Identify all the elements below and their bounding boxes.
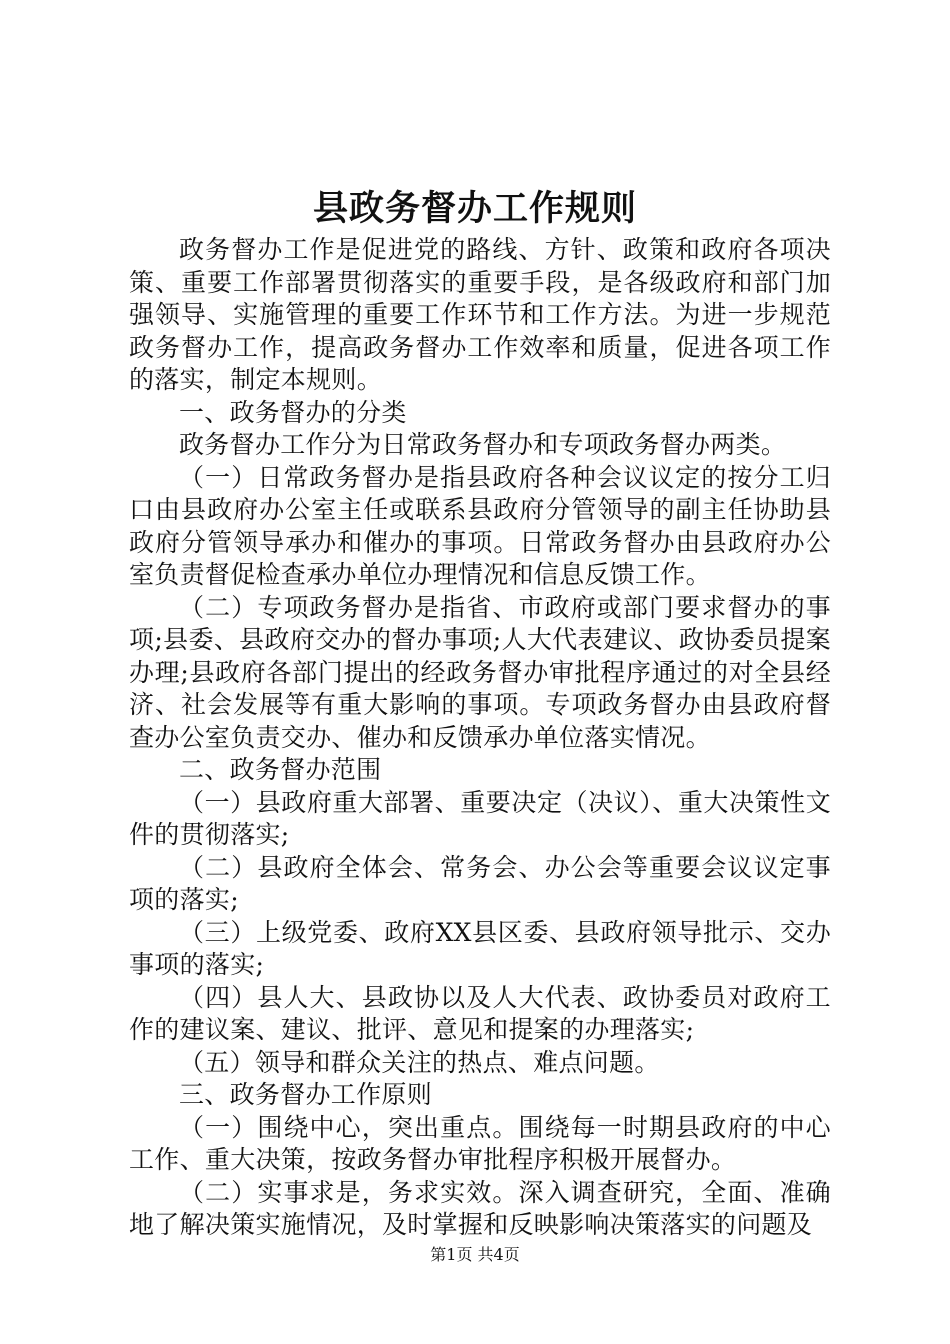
paragraph: （二）专项政务督办是指省、市政府或部门要求督办的事项;县委、县政府交办的督办事项;人大代表建议、政协委员提案办理;县政府各部门提出的经政务督办审批程序通过的对全县经济、社会发展等有重大影响的事项。专项政务督办由县政府督查办公室负责交办、催办和反馈承办单位落实情况。 [129,592,831,752]
paragraph: （五）领导和群众关注的热点、难点问题。 [179,1047,660,1077]
paragraph: （一）县政府重大部署、重要决定（决议）、重大决策性文件的贯彻落实; [129,787,831,849]
paragraph: （三）上级党委、政府XX县区委、县政府领导批示、交办事项的落实; [129,917,831,979]
page-footer: 第1页 共4页 [430,1245,520,1264]
paragraph: （一）围绕中心，突出重点。围绕每一时期县政府的中心工作、重大决策，按政务督办审批程序积极开展督办。 [129,1112,831,1174]
section-heading-3: 三、政务督办工作原则 [179,1080,433,1109]
paragraph: （一）日常政务督办是指县政府各种会议议定的按分工归口由县政府办公室主任或联系县政府分管领导的副主任协助县政府分管领导承办和催办的事项。日常政务督办由县政府办公室负责督促检查承办单位办理情况和信息反馈工作。 [129,462,831,589]
document-title: 县政务督办工作规则 [312,188,637,229]
paragraph: （二）实事求是，务求实效。深入调查研究，全面、准确地了解决策实施情况，及时掌握和反映影响决策落实的问题及 [129,1177,831,1239]
paragraph: 政务督办工作分为日常政务督办和专项政务督办两类。 [179,430,787,459]
document-body [129,234,831,1242]
paragraph: （四）县人大、县政协以及人大代表、政协委员对政府工作的建议案、建议、批评、意见和提案的办理落实; [129,982,831,1044]
section-heading-2: 二、政务督办范围 [179,755,382,784]
section-heading-1: 一、政务督办的分类 [179,397,407,427]
paragraph: （二）县政府全体会、常务会、办公会等重要会议议定事项的落实; [129,852,831,914]
paragraph-intro: 政务督办工作是促进党的路线、方针、政策和政府各项决策、重要工作部署贯彻落实的重要手段，是各级政府和部门加强领导、实施管理的重要工作环节和工作方法。为进一步规范政务督办工作，提高政务督办工作效率和质量，促进各项工作的落实，制定本规则。 [129,235,831,394]
